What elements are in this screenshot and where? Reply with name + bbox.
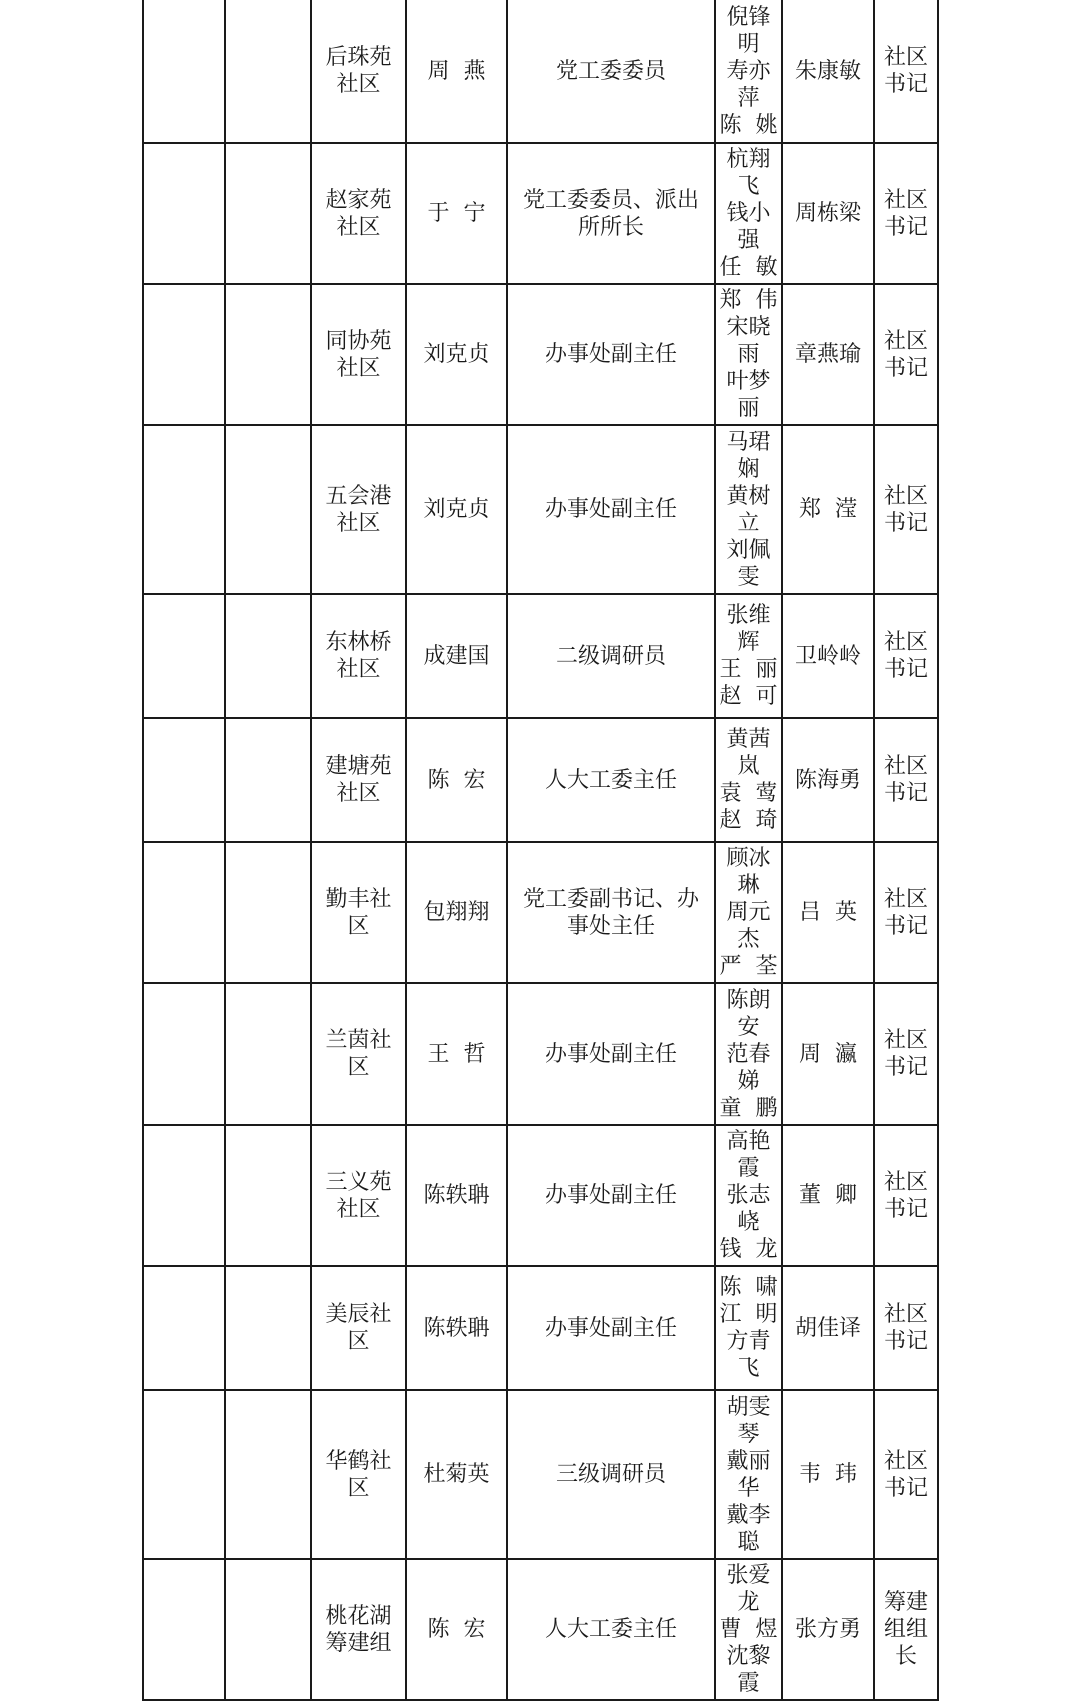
leader-cell: 陈轶聃 (406, 1266, 507, 1390)
staff-cell (715, 983, 782, 1125)
table-row (143, 425, 938, 594)
post-cell: 二级调研员 (507, 594, 715, 718)
secretary-cell: 胡佳译 (782, 1266, 874, 1390)
staff-cell (715, 594, 782, 718)
leader-cell: 刘克贞 (406, 425, 507, 594)
staff-name: 刘佩雯 (726, 537, 771, 590)
staff-name: 王 丽 (719, 657, 778, 682)
secretary-cell: 陈海勇 (782, 718, 874, 842)
community-cell: 建塘苑社区 (311, 718, 406, 842)
blank-cell-a (143, 842, 225, 983)
table-row (143, 983, 938, 1125)
post-cell: 办事处副主任 (507, 425, 715, 594)
staff-name: 戴李聪 (726, 1502, 771, 1555)
table-row (143, 718, 938, 842)
post-cell: 党工委副书记、办事处主任 (507, 842, 715, 983)
table-row (143, 1559, 938, 1700)
secretary-cell: 郑 滢 (782, 425, 874, 594)
role-cell: 社区书记 (874, 1390, 938, 1559)
table-row (143, 1266, 938, 1390)
staff-name: 张爱龙 (726, 1563, 771, 1615)
staff-name: 任 敏 (719, 255, 778, 280)
staff-name: 沈黎霞 (726, 1644, 771, 1696)
staff-name: 黄树立 (726, 483, 771, 536)
role-cell: 社区书记 (874, 594, 938, 718)
leader-cell: 王 哲 (406, 983, 507, 1125)
leader-cell: 成建国 (406, 594, 507, 718)
role-cell: 社区书记 (874, 983, 938, 1125)
role-cell: 社区书记 (874, 0, 938, 143)
leader-cell: 杜菊英 (406, 1390, 507, 1559)
community-cell: 东林桥社区 (311, 594, 406, 718)
staff-name: 陈 啸 (719, 1275, 778, 1300)
community-cell: 华鹤社区 (311, 1390, 406, 1559)
staff-cell (715, 842, 782, 983)
table-row (143, 143, 938, 284)
leader-cell: 陈 宏 (406, 1559, 507, 1700)
role-cell: 社区书记 (874, 143, 938, 284)
staff-cell (715, 425, 782, 594)
leader-cell: 周 燕 (406, 0, 507, 143)
staff-name: 张维辉 (726, 603, 771, 655)
assignment-table (142, 0, 939, 1701)
role-cell: 筹建组组长 (874, 1559, 938, 1700)
staff-cell (715, 284, 782, 425)
staff-name: 倪锋明 (726, 4, 771, 57)
staff-name: 钱小强 (726, 201, 771, 253)
staff-name: 郑 伟 (719, 288, 778, 313)
staff-name: 方青飞 (726, 1329, 771, 1381)
secretary-cell: 朱康敏 (782, 0, 874, 143)
community-cell: 三义苑社区 (311, 1125, 406, 1266)
secretary-cell: 周 瀛 (782, 983, 874, 1125)
blank-cell-b (225, 1559, 311, 1700)
blank-cell-b (225, 718, 311, 842)
blank-cell-b (225, 143, 311, 284)
blank-cell-a (143, 1266, 225, 1390)
table-row (143, 594, 938, 718)
staff-name: 赵 可 (719, 684, 778, 709)
post-cell: 办事处副主任 (507, 1125, 715, 1266)
post-cell: 党工委委员、派出所所长 (507, 143, 715, 284)
staff-name: 陈朗安 (726, 987, 771, 1040)
role-cell: 社区书记 (874, 1125, 938, 1266)
leader-cell: 刘克贞 (406, 284, 507, 425)
blank-cell-a (143, 0, 225, 143)
staff-cell (715, 1125, 782, 1266)
staff-name: 张志峣 (726, 1183, 771, 1235)
blank-cell-b (225, 842, 311, 983)
staff-name: 袁 莺 (719, 781, 778, 806)
role-cell: 社区书记 (874, 1266, 938, 1390)
staff-name: 高艳霞 (726, 1129, 771, 1181)
blank-cell-a (143, 983, 225, 1125)
secretary-cell: 韦 玮 (782, 1390, 874, 1559)
community-cell: 五会港社区 (311, 425, 406, 594)
staff-name: 严 荃 (719, 954, 778, 979)
leader-cell: 包翔翔 (406, 842, 507, 983)
staff-name: 宋晓雨 (726, 315, 771, 367)
staff-cell (715, 1559, 782, 1700)
post-cell: 党工委委员 (507, 0, 715, 143)
staff-name: 叶梦丽 (726, 369, 771, 421)
blank-cell-b (225, 1125, 311, 1266)
table-row (143, 0, 938, 143)
staff-name: 周元杰 (726, 900, 771, 952)
blank-cell-a (143, 143, 225, 284)
staff-name: 杭翔飞 (726, 147, 771, 199)
post-cell: 人大工委主任 (507, 718, 715, 842)
community-cell: 勤丰社区 (311, 842, 406, 983)
post-cell: 办事处副主任 (507, 1266, 715, 1390)
staff-cell (715, 1390, 782, 1559)
table-row (143, 842, 938, 983)
blank-cell-b (225, 983, 311, 1125)
role-cell: 社区书记 (874, 842, 938, 983)
staff-name: 童 鹏 (719, 1095, 778, 1121)
staff-name: 胡雯琴 (726, 1394, 771, 1447)
staff-name: 戴丽华 (726, 1448, 771, 1501)
blank-cell-b (225, 1390, 311, 1559)
blank-cell-a (143, 425, 225, 594)
staff-cell (715, 143, 782, 284)
blank-cell-a (143, 1125, 225, 1266)
staff-name: 范春娣 (726, 1041, 771, 1094)
leader-cell: 陈 宏 (406, 718, 507, 842)
post-cell: 办事处副主任 (507, 284, 715, 425)
blank-cell-a (143, 1559, 225, 1700)
community-cell: 美辰社区 (311, 1266, 406, 1390)
staff-name: 曹 煜 (719, 1617, 778, 1642)
leader-cell: 于 宁 (406, 143, 507, 284)
community-cell: 后珠苑社区 (311, 0, 406, 143)
staff-cell (715, 0, 782, 143)
blank-cell-a (143, 1390, 225, 1559)
blank-cell-b (225, 1266, 311, 1390)
table-row (143, 1390, 938, 1559)
blank-cell-a (143, 594, 225, 718)
blank-cell-b (225, 0, 311, 143)
staff-name: 马珺娴 (726, 429, 771, 482)
blank-cell-a (143, 718, 225, 842)
secretary-cell: 张方勇 (782, 1559, 874, 1700)
community-cell: 同协苑社区 (311, 284, 406, 425)
role-cell: 社区书记 (874, 718, 938, 842)
blank-cell-b (225, 425, 311, 594)
staff-name: 顾冰琳 (726, 846, 771, 898)
staff-name: 黄茜岚 (726, 727, 771, 779)
community-cell: 桃花湖筹建组 (311, 1559, 406, 1700)
blank-cell-a (143, 284, 225, 425)
staff-cell (715, 1266, 782, 1390)
staff-name: 赵 琦 (719, 808, 778, 833)
secretary-cell: 董 卿 (782, 1125, 874, 1266)
role-cell: 社区书记 (874, 284, 938, 425)
table-row (143, 1125, 938, 1266)
role-cell: 社区书记 (874, 425, 938, 594)
leader-cell: 陈轶聃 (406, 1125, 507, 1266)
post-cell: 人大工委主任 (507, 1559, 715, 1700)
secretary-cell: 章燕瑜 (782, 284, 874, 425)
blank-cell-b (225, 594, 311, 718)
staff-name: 陈 姚 (719, 112, 778, 138)
staff-name: 钱 龙 (719, 1237, 778, 1262)
secretary-cell: 周栋梁 (782, 143, 874, 284)
table-row (143, 284, 938, 425)
post-cell: 三级调研员 (507, 1390, 715, 1559)
community-cell: 兰茵社区 (311, 983, 406, 1125)
post-cell: 办事处副主任 (507, 983, 715, 1125)
secretary-cell: 吕 英 (782, 842, 874, 983)
staff-name: 江 明 (719, 1302, 778, 1327)
staff-cell (715, 718, 782, 842)
community-cell: 赵家苑社区 (311, 143, 406, 284)
secretary-cell: 卫岭岭 (782, 594, 874, 718)
blank-cell-b (225, 284, 311, 425)
staff-name: 寿亦萍 (726, 58, 771, 111)
